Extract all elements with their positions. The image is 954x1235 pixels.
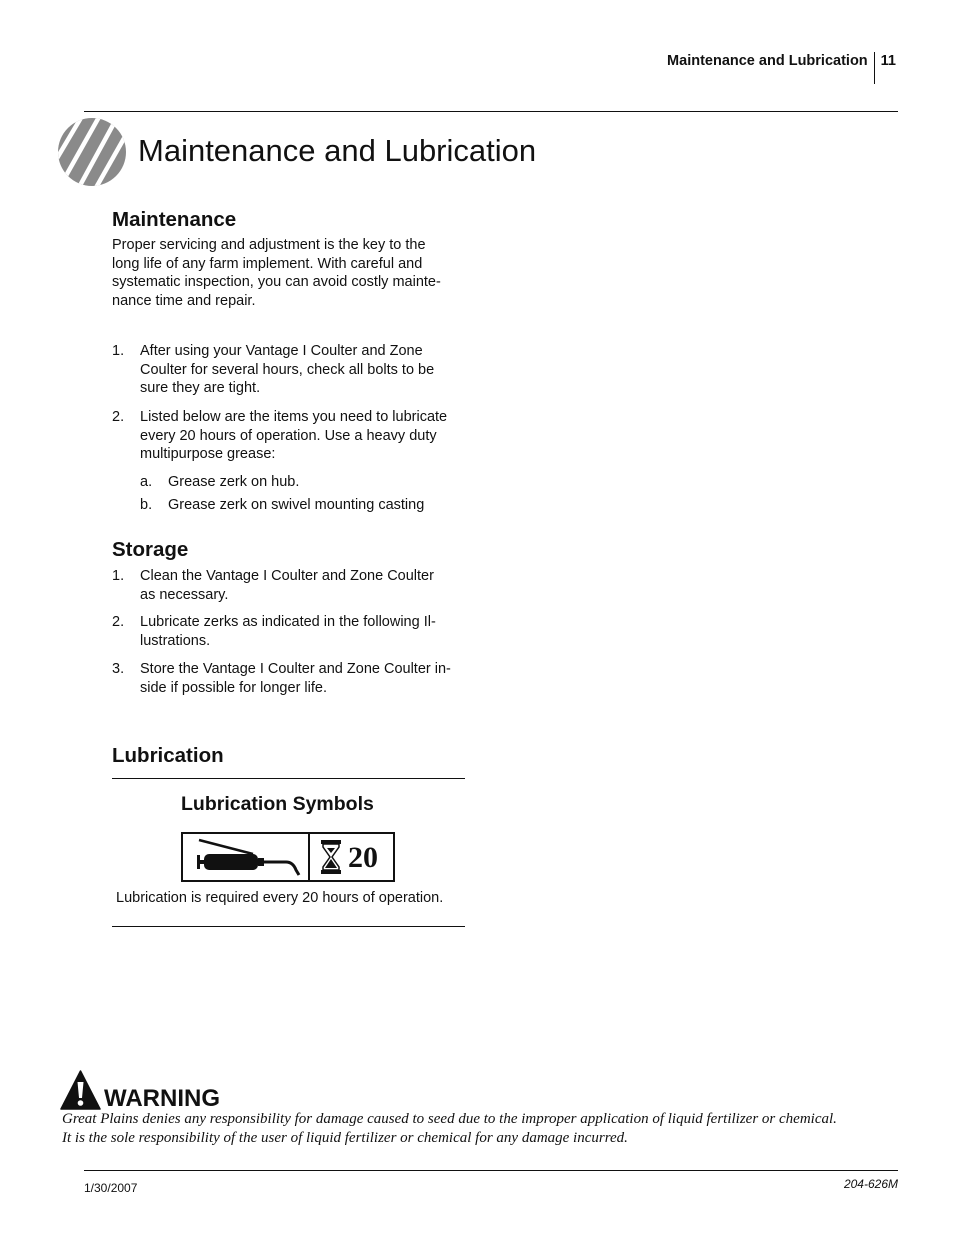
footer-doc-code: 204-626M xyxy=(843,1177,898,1191)
maintenance-intro xyxy=(112,236,470,310)
substep-letter: b. xyxy=(140,497,153,513)
step-line: Clean the Vantage I Coulter and Zone Coulter xyxy=(140,568,434,584)
intro-line: nance time and repair. xyxy=(112,292,256,309)
step-line: multipurpose grease: xyxy=(140,446,276,462)
step-line: Lubricate zerks as indicated in the following Il- xyxy=(140,614,436,630)
warning-text xyxy=(62,1110,898,1148)
step-number: 1. xyxy=(112,568,125,584)
maintenance-steps xyxy=(112,342,470,522)
intro-line: long life of any farm implement. With careful and xyxy=(112,255,423,272)
step-line: Store the Vantage I Coulter and Zone Coulter in- xyxy=(140,661,451,677)
footer-rule xyxy=(84,1170,898,1171)
grease-gun-cell xyxy=(183,834,310,880)
page-number: 11 xyxy=(880,53,896,69)
step-line: After using your Vantage I Coulter and Zone xyxy=(140,343,423,359)
lubrication-heading: Lubrication xyxy=(112,744,224,767)
header-divider xyxy=(874,52,875,84)
step-line: Listed below are the items you need to lubricate xyxy=(140,409,448,425)
substep-text: Grease zerk on hub. xyxy=(168,474,300,490)
step-number: 2. xyxy=(112,614,125,630)
storage-steps xyxy=(112,567,470,707)
step-line: as necessary. xyxy=(140,586,229,603)
step-line: Coulter for several hours, check all bolts to be xyxy=(140,361,435,378)
footer-date: 1/30/2007 xyxy=(84,1181,138,1195)
grease-gun-icon xyxy=(183,834,306,880)
storage-heading: Storage xyxy=(112,538,189,561)
step-number: 1. xyxy=(112,343,125,359)
great-plains-logo-icon xyxy=(57,117,127,187)
figure-rule-top xyxy=(112,778,465,779)
warning-line: Great Plains denies any responsibility for damage caused to seed due to the improper application of liquid fertilizer or chemical. xyxy=(62,1111,837,1127)
lubrication-symbols-heading: Lubrication Symbols xyxy=(181,793,374,815)
step-line: every 20 hours of operation. Use a heavy duty xyxy=(140,427,437,444)
step-number: 3. xyxy=(112,661,125,677)
header-rule xyxy=(84,111,898,112)
lubrication-symbol xyxy=(181,832,395,882)
warning-line: It is the sole responsibility of the user of liquid fertilizer or chemical for any damage incurred. xyxy=(62,1130,628,1146)
step-line: sure they are tight. xyxy=(140,380,261,396)
figure-rule-bottom xyxy=(112,926,465,927)
lubrication-caption: Lubrication is required every 20 hours of operation. xyxy=(116,890,444,906)
maintenance-heading: Maintenance xyxy=(112,208,237,231)
step-number: 2. xyxy=(112,409,125,425)
substep-text: Grease zerk on swivel mounting casting xyxy=(168,497,425,513)
intro-line: Proper servicing and adjustment is the key to the xyxy=(112,237,426,253)
step-line: side if possible for longer life. xyxy=(140,679,327,696)
interval-cell xyxy=(310,834,393,880)
running-header-title: Maintenance and Lubrication xyxy=(667,53,868,69)
step-line: lustrations. xyxy=(140,632,211,649)
chapter-title: Maintenance and Lubrication xyxy=(138,133,537,168)
interval-hours: 20 xyxy=(348,841,378,874)
substep-letter: a. xyxy=(140,474,153,490)
warning-triangle-icon xyxy=(60,1070,101,1110)
hourglass-icon xyxy=(320,840,342,874)
warning-title: WARNING xyxy=(104,1085,220,1112)
running-header xyxy=(667,52,896,84)
intro-line: systematic inspection, you can avoid costly mainte- xyxy=(112,274,441,290)
